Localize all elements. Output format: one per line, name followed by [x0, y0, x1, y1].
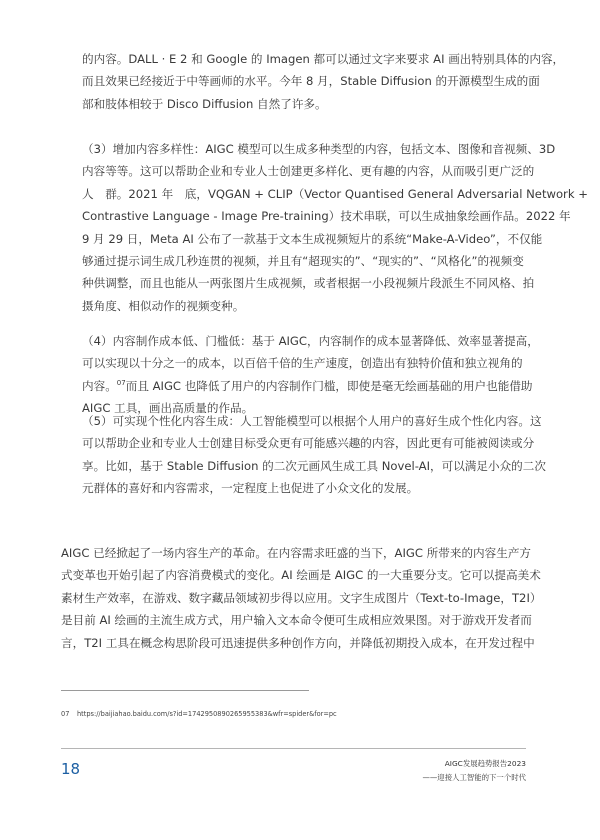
- text-line: （4）内容制作成本低、门槛低：基于 AIGC，内容制作的成本显著降低、效率显著提高，: [82, 334, 539, 348]
- footer-divider: [61, 748, 526, 749]
- text-line: 9 月 29 日，Meta AI 公布了一款基于文本生成视频短片的系统“Make-A-Video”，不仅能: [82, 231, 543, 246]
- text-line: 是目前 AI 绘画的主流生成方式，用户输入文本命令便可生成相应效果图。对于游戏开发者而: [61, 613, 532, 628]
- text-line: 享。比如，基于 Stable Diffusion 的二次元画风生成工具 Novel-AI，可以满足小众的二次: [82, 458, 546, 473]
- text-line: 人 群。2021 年 底，VQGAN + CLIP（Vector Quantised General Adversarial Network +: [82, 186, 588, 201]
- text-line: 部和肢体相较于 Disco Diffusion 自然了许多。: [82, 96, 327, 111]
- text-line: 式变革也开始引起了内容消费模式的变化。AI 绘画是 AIGC 的一大重要分支。它可以提高美术: [61, 568, 541, 583]
- footnote-divider: [61, 690, 309, 691]
- paragraph-summary: [61, 542, 542, 654]
- text-line: Contrastive Language - Image Pre-training）技术串联，可以生成抽象绘画作品。2022 年: [82, 209, 571, 224]
- text-line: 言，T2I 工具在概念构思阶段可迅速提供多种创作方向，并降低初期投入成本，在开发过程中: [61, 635, 535, 650]
- report-subtitle: ——迎接人工智能的下一个时代: [422, 773, 526, 782]
- paragraph-point-3: [82, 138, 588, 317]
- paragraph-continuation: [82, 48, 565, 115]
- text-line: 素材生产效率，在游戏、数字藏品领域初步得以应用。文字生成图片（Text-to-Image，T2I）: [61, 590, 542, 605]
- paragraph-point-5: [82, 410, 546, 500]
- text-line: 元群体的喜好和内容需求，一定程度上也促进了小众文化的发展。: [82, 481, 419, 496]
- report-title: AIGC发展趋势报告2023: [444, 759, 526, 768]
- text-line: [82, 375, 533, 397]
- text-segment: 而且 AIGC 也降低了用户的内容制作门槛，即使是毫无绘画基础的用户也能借助: [125, 378, 533, 393]
- footnote-number: 07: [61, 710, 70, 718]
- page-number: 18: [61, 760, 81, 778]
- text-line: AIGC 工具，画出高质量的作品。: [82, 401, 254, 416]
- footnote-ref: 07: [116, 378, 126, 387]
- text-line: 而且效果已经接近于中等画师的水平。今年 8 月，Stable Diffusion 的开源模型生成的面: [82, 74, 540, 89]
- text-line: （3）增加内容多样性：AIGC 模型可以生成多种类型的内容，包括文本、图像和音视频、3D: [82, 142, 556, 156]
- text-line: 摄角度、相似动作的视频变种。: [82, 298, 245, 313]
- text-line: （5）可实现个性化内容生成：人工智能模型可以根据个人用户的喜好生成个性化内容。这: [82, 414, 542, 428]
- text-line: 可以实现以十分之一的成本，以百倍千倍的生产速度，创造出有独特价值和独立视角的: [82, 356, 523, 371]
- footnote: [61, 710, 337, 718]
- text-line: 可以帮助企业和专业人士创建目标受众更有可能感兴趣的内容，因此更有可能被阅读或分: [82, 436, 535, 451]
- text-segment: 内容。: [82, 378, 117, 393]
- footnote-url[interactable]: https://baijiahao.baidu.com/s?id=1742950890265955383&wfr=spider&for=pc: [77, 710, 337, 718]
- text-line: 种供调整，而且也能从一两张图片生成视频，或者根据一小段视频片段派生不同风格、拍: [82, 276, 535, 291]
- paragraph-point-4: [82, 330, 539, 420]
- text-line: AIGC 已经掀起了一场内容生产的革命。在内容需求旺盛的当下，AIGC 所带来的内容生产方: [61, 546, 532, 560]
- text-line: 的内容。DALL · E 2 和 Google 的 Imagen 都可以通过文字来要求 AI 画出特别具体的内容，: [82, 52, 565, 66]
- text-line: 够通过提示词生成几秒连贯的视频，并且有“超现实的”、“现实的”、“风格化”的视频变: [82, 253, 524, 268]
- text-line: 内容等等。这可以帮助企业和专业人士创建更多样化、更有趣的内容，从而吸引更广泛的: [82, 164, 535, 179]
